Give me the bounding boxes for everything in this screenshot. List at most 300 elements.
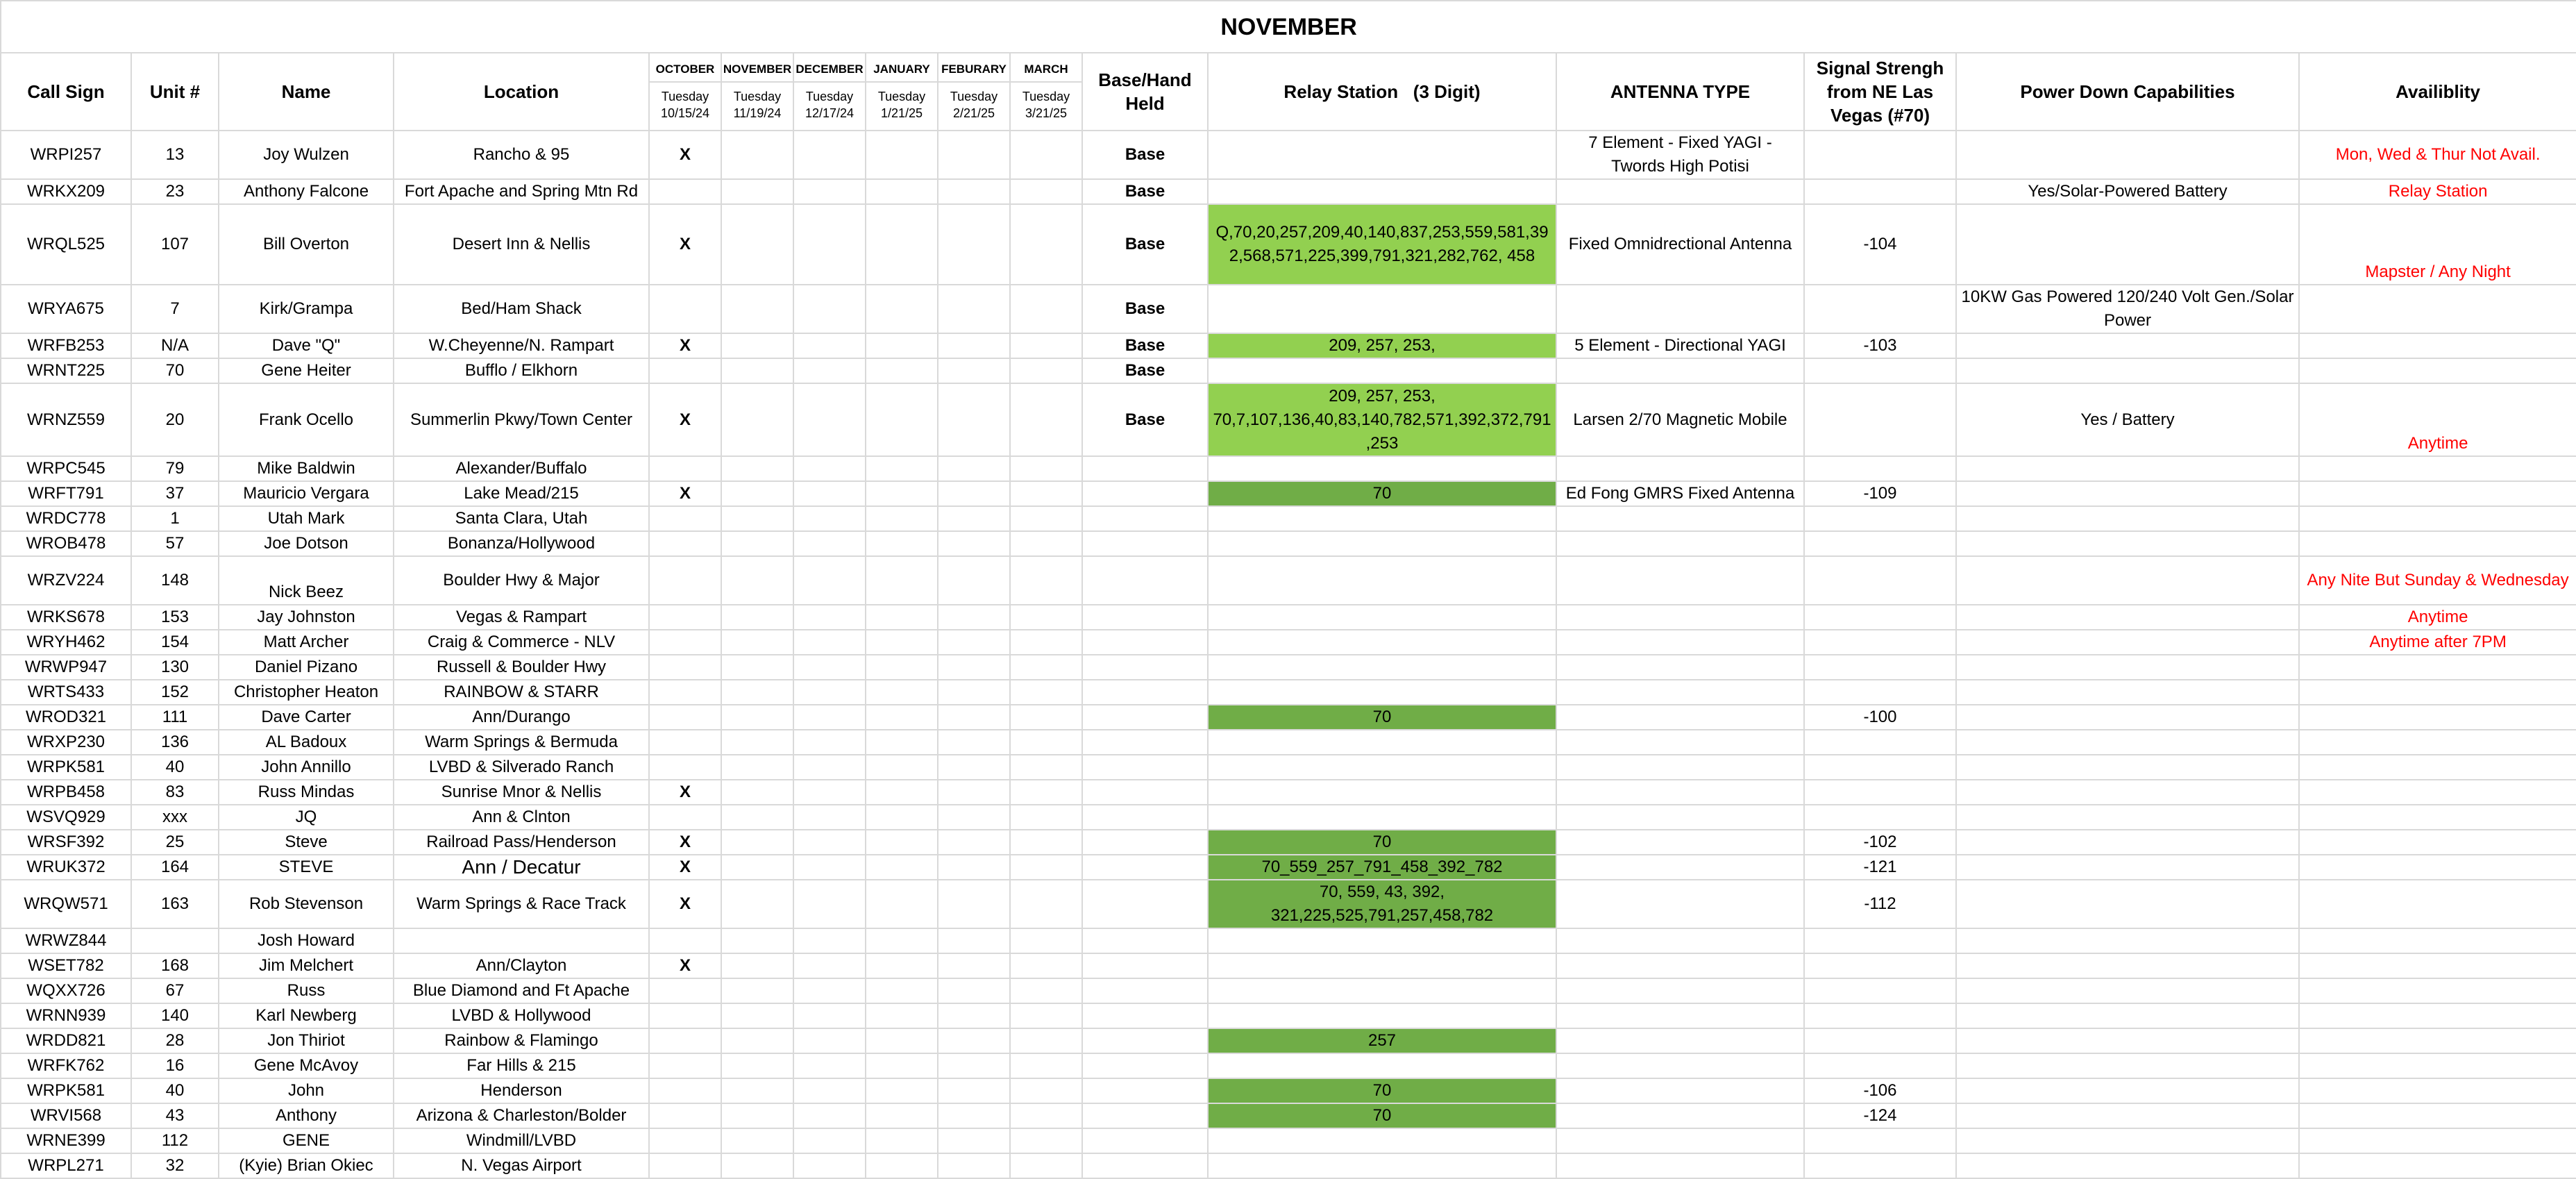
cell-january[interactable] bbox=[866, 358, 938, 383]
cell-january[interactable] bbox=[866, 456, 938, 481]
cell-base-hand[interactable] bbox=[1082, 1003, 1208, 1028]
cell-availability[interactable] bbox=[2299, 531, 2576, 556]
cell-november[interactable] bbox=[721, 358, 793, 383]
cell-unit[interactable]: 168 bbox=[131, 953, 219, 978]
cell-march[interactable] bbox=[1010, 556, 1082, 605]
cell-relay-station[interactable]: 70 bbox=[1208, 481, 1556, 506]
cell-name[interactable]: Gene Heiter bbox=[219, 358, 394, 383]
cell-antenna-type[interactable] bbox=[1556, 285, 1804, 333]
cell-signal-strength[interactable] bbox=[1804, 456, 1956, 481]
cell-january[interactable] bbox=[866, 556, 938, 605]
cell-november[interactable] bbox=[721, 830, 793, 855]
cell-location[interactable]: Fort Apache and Spring Mtn Rd bbox=[394, 179, 649, 204]
cell-power-down[interactable] bbox=[1956, 456, 2299, 481]
cell-base-hand[interactable]: Base bbox=[1082, 358, 1208, 383]
cell-unit[interactable]: 28 bbox=[131, 1028, 219, 1053]
cell-power-down[interactable] bbox=[1956, 755, 2299, 780]
cell-signal-strength[interactable]: -106 bbox=[1804, 1078, 1956, 1103]
header-month-october[interactable] bbox=[649, 53, 721, 131]
cell-call-sign[interactable]: WSVQ929 bbox=[1, 805, 131, 830]
cell-december[interactable] bbox=[793, 978, 866, 1003]
cell-january[interactable] bbox=[866, 1053, 938, 1078]
cell-call-sign[interactable]: WRNZ559 bbox=[1, 383, 131, 456]
cell-relay-station[interactable] bbox=[1208, 755, 1556, 780]
cell-power-down[interactable] bbox=[1956, 730, 2299, 755]
cell-october[interactable] bbox=[649, 556, 721, 605]
cell-base-hand[interactable] bbox=[1082, 481, 1208, 506]
cell-base-hand[interactable] bbox=[1082, 830, 1208, 855]
cell-feburary[interactable] bbox=[938, 605, 1010, 630]
cell-november[interactable] bbox=[721, 333, 793, 358]
cell-name[interactable]: (Kyie) Brian Okiec bbox=[219, 1153, 394, 1178]
header-power-down[interactable]: Power Down Capabilities bbox=[1956, 53, 2299, 131]
cell-unit[interactable]: 20 bbox=[131, 383, 219, 456]
cell-relay-station[interactable]: 70 bbox=[1208, 830, 1556, 855]
cell-location[interactable]: LVBD & Hollywood bbox=[394, 1003, 649, 1028]
cell-november[interactable] bbox=[721, 855, 793, 880]
cell-relay-station[interactable] bbox=[1208, 556, 1556, 605]
cell-november[interactable] bbox=[721, 805, 793, 830]
cell-availability[interactable]: Mon, Wed & Thur Not Avail. bbox=[2299, 131, 2576, 179]
cell-call-sign[interactable]: WRDC778 bbox=[1, 506, 131, 531]
cell-october[interactable]: X bbox=[649, 953, 721, 978]
cell-october[interactable] bbox=[649, 730, 721, 755]
cell-unit[interactable]: 163 bbox=[131, 880, 219, 928]
cell-location[interactable]: Summerlin Pkwy/Town Center bbox=[394, 383, 649, 456]
cell-base-hand[interactable] bbox=[1082, 1053, 1208, 1078]
cell-availability[interactable] bbox=[2299, 358, 2576, 383]
header-month-feburary[interactable] bbox=[938, 53, 1010, 131]
cell-march[interactable] bbox=[1010, 481, 1082, 506]
cell-signal-strength[interactable] bbox=[1804, 978, 1956, 1003]
cell-name[interactable]: Mike Baldwin bbox=[219, 456, 394, 481]
cell-december[interactable] bbox=[793, 705, 866, 730]
cell-november[interactable] bbox=[721, 531, 793, 556]
header-relay-station[interactable]: Relay Station (3 Digit) bbox=[1208, 53, 1556, 131]
cell-march[interactable] bbox=[1010, 605, 1082, 630]
cell-november[interactable] bbox=[721, 506, 793, 531]
cell-feburary[interactable] bbox=[938, 928, 1010, 953]
cell-november[interactable] bbox=[721, 179, 793, 204]
cell-december[interactable] bbox=[793, 1153, 866, 1178]
cell-signal-strength[interactable] bbox=[1804, 953, 1956, 978]
cell-march[interactable] bbox=[1010, 1078, 1082, 1103]
cell-signal-strength[interactable] bbox=[1804, 531, 1956, 556]
cell-call-sign[interactable]: WRPC545 bbox=[1, 456, 131, 481]
cell-power-down[interactable]: Yes / Battery bbox=[1956, 383, 2299, 456]
cell-november[interactable] bbox=[721, 630, 793, 655]
cell-feburary[interactable] bbox=[938, 1053, 1010, 1078]
cell-signal-strength[interactable]: -124 bbox=[1804, 1103, 1956, 1128]
header-unit[interactable]: Unit # bbox=[131, 53, 219, 131]
cell-november[interactable] bbox=[721, 1103, 793, 1128]
cell-base-hand[interactable] bbox=[1082, 456, 1208, 481]
cell-december[interactable] bbox=[793, 655, 866, 680]
cell-december[interactable] bbox=[793, 780, 866, 805]
cell-name[interactable]: Daniel Pizano bbox=[219, 655, 394, 680]
cell-feburary[interactable] bbox=[938, 680, 1010, 705]
cell-feburary[interactable] bbox=[938, 131, 1010, 179]
cell-january[interactable] bbox=[866, 204, 938, 285]
cell-january[interactable] bbox=[866, 333, 938, 358]
cell-call-sign[interactable]: WRKX209 bbox=[1, 179, 131, 204]
cell-signal-strength[interactable] bbox=[1804, 655, 1956, 680]
cell-location[interactable]: Warm Springs & Race Track bbox=[394, 880, 649, 928]
cell-antenna-type[interactable] bbox=[1556, 1028, 1804, 1053]
cell-unit[interactable]: 40 bbox=[131, 1078, 219, 1103]
cell-november[interactable] bbox=[721, 880, 793, 928]
cell-november[interactable] bbox=[721, 1153, 793, 1178]
cell-call-sign[interactable]: WRWP947 bbox=[1, 655, 131, 680]
cell-feburary[interactable] bbox=[938, 531, 1010, 556]
cell-relay-station[interactable] bbox=[1208, 780, 1556, 805]
cell-power-down[interactable] bbox=[1956, 556, 2299, 605]
cell-relay-station[interactable] bbox=[1208, 358, 1556, 383]
cell-relay-station[interactable]: 70_559_257_791_458_392_782 bbox=[1208, 855, 1556, 880]
cell-name[interactable]: JQ bbox=[219, 805, 394, 830]
cell-march[interactable] bbox=[1010, 830, 1082, 855]
cell-unit[interactable]: 67 bbox=[131, 978, 219, 1003]
cell-base-hand[interactable] bbox=[1082, 1128, 1208, 1153]
cell-name[interactable]: Mauricio Vergara bbox=[219, 481, 394, 506]
cell-march[interactable] bbox=[1010, 1103, 1082, 1128]
cell-relay-station[interactable] bbox=[1208, 456, 1556, 481]
cell-call-sign[interactable]: WRPK581 bbox=[1, 1078, 131, 1103]
cell-march[interactable] bbox=[1010, 880, 1082, 928]
cell-location[interactable]: Rainbow & Flamingo bbox=[394, 1028, 649, 1053]
cell-availability[interactable] bbox=[2299, 928, 2576, 953]
cell-unit[interactable]: 153 bbox=[131, 605, 219, 630]
cell-base-hand[interactable] bbox=[1082, 805, 1208, 830]
cell-location[interactable]: Rancho & 95 bbox=[394, 131, 649, 179]
cell-december[interactable] bbox=[793, 605, 866, 630]
cell-march[interactable] bbox=[1010, 285, 1082, 333]
cell-unit[interactable]: 57 bbox=[131, 531, 219, 556]
cell-call-sign[interactable]: WRNE399 bbox=[1, 1128, 131, 1153]
cell-availability[interactable] bbox=[2299, 880, 2576, 928]
cell-january[interactable] bbox=[866, 605, 938, 630]
cell-january[interactable] bbox=[866, 805, 938, 830]
cell-october[interactable] bbox=[649, 506, 721, 531]
cell-signal-strength[interactable] bbox=[1804, 928, 1956, 953]
cell-signal-strength[interactable] bbox=[1804, 179, 1956, 204]
cell-base-hand[interactable] bbox=[1082, 880, 1208, 928]
cell-signal-strength[interactable] bbox=[1804, 556, 1956, 605]
cell-location[interactable]: Railroad Pass/Henderson bbox=[394, 830, 649, 855]
cell-october[interactable] bbox=[649, 1078, 721, 1103]
cell-antenna-type[interactable] bbox=[1556, 1128, 1804, 1153]
cell-march[interactable] bbox=[1010, 1053, 1082, 1078]
cell-antenna-type[interactable]: Ed Fong GMRS Fixed Antenna bbox=[1556, 481, 1804, 506]
cell-antenna-type[interactable] bbox=[1556, 755, 1804, 780]
cell-antenna-type[interactable]: Fixed Omnidrectional Antenna bbox=[1556, 204, 1804, 285]
cell-feburary[interactable] bbox=[938, 285, 1010, 333]
cell-march[interactable] bbox=[1010, 204, 1082, 285]
cell-power-down[interactable] bbox=[1956, 1078, 2299, 1103]
cell-name[interactable]: Jon Thiriot bbox=[219, 1028, 394, 1053]
cell-december[interactable] bbox=[793, 179, 866, 204]
cell-availability[interactable] bbox=[2299, 285, 2576, 333]
cell-december[interactable] bbox=[793, 285, 866, 333]
cell-availability[interactable] bbox=[2299, 1053, 2576, 1078]
cell-power-down[interactable] bbox=[1956, 830, 2299, 855]
cell-december[interactable] bbox=[793, 506, 866, 531]
cell-location[interactable]: Ann / Decatur bbox=[394, 855, 649, 880]
cell-signal-strength[interactable] bbox=[1804, 285, 1956, 333]
cell-antenna-type[interactable] bbox=[1556, 680, 1804, 705]
cell-october[interactable] bbox=[649, 1053, 721, 1078]
cell-march[interactable] bbox=[1010, 655, 1082, 680]
cell-december[interactable] bbox=[793, 1003, 866, 1028]
cell-antenna-type[interactable] bbox=[1556, 1153, 1804, 1178]
cell-antenna-type[interactable] bbox=[1556, 953, 1804, 978]
cell-march[interactable] bbox=[1010, 705, 1082, 730]
cell-unit[interactable]: 13 bbox=[131, 131, 219, 179]
cell-call-sign[interactable]: WRPI257 bbox=[1, 131, 131, 179]
cell-november[interactable] bbox=[721, 755, 793, 780]
cell-january[interactable] bbox=[866, 285, 938, 333]
cell-availability[interactable]: Anytime after 7PM bbox=[2299, 630, 2576, 655]
cell-base-hand[interactable] bbox=[1082, 978, 1208, 1003]
cell-name[interactable]: Anthony bbox=[219, 1103, 394, 1128]
cell-name[interactable]: Joe Dotson bbox=[219, 531, 394, 556]
cell-feburary[interactable] bbox=[938, 358, 1010, 383]
cell-location[interactable]: Sunrise Mnor & Nellis bbox=[394, 780, 649, 805]
cell-feburary[interactable] bbox=[938, 1153, 1010, 1178]
header-month-march[interactable] bbox=[1010, 53, 1082, 131]
cell-base-hand[interactable]: Base bbox=[1082, 383, 1208, 456]
cell-availability[interactable] bbox=[2299, 1028, 2576, 1053]
cell-availability[interactable] bbox=[2299, 830, 2576, 855]
cell-december[interactable] bbox=[793, 358, 866, 383]
cell-unit[interactable]: 112 bbox=[131, 1128, 219, 1153]
cell-unit[interactable]: 154 bbox=[131, 630, 219, 655]
cell-unit[interactable]: 7 bbox=[131, 285, 219, 333]
cell-call-sign[interactable]: WRZV224 bbox=[1, 556, 131, 605]
cell-antenna-type[interactable] bbox=[1556, 556, 1804, 605]
cell-power-down[interactable] bbox=[1956, 805, 2299, 830]
cell-january[interactable] bbox=[866, 630, 938, 655]
cell-signal-strength[interactable] bbox=[1804, 358, 1956, 383]
cell-signal-strength[interactable] bbox=[1804, 780, 1956, 805]
cell-location[interactable]: Bed/Ham Shack bbox=[394, 285, 649, 333]
cell-march[interactable] bbox=[1010, 805, 1082, 830]
cell-antenna-type[interactable] bbox=[1556, 179, 1804, 204]
cell-availability[interactable] bbox=[2299, 481, 2576, 506]
cell-availability[interactable]: Anytime bbox=[2299, 605, 2576, 630]
cell-feburary[interactable] bbox=[938, 1003, 1010, 1028]
cell-name[interactable]: Dave Carter bbox=[219, 705, 394, 730]
cell-availability[interactable] bbox=[2299, 1103, 2576, 1128]
cell-relay-station[interactable] bbox=[1208, 928, 1556, 953]
cell-name[interactable]: John bbox=[219, 1078, 394, 1103]
cell-unit[interactable]: 164 bbox=[131, 855, 219, 880]
cell-feburary[interactable] bbox=[938, 953, 1010, 978]
cell-unit[interactable]: 70 bbox=[131, 358, 219, 383]
cell-antenna-type[interactable] bbox=[1556, 978, 1804, 1003]
cell-relay-station[interactable] bbox=[1208, 531, 1556, 556]
cell-november[interactable] bbox=[721, 1128, 793, 1153]
cell-antenna-type[interactable] bbox=[1556, 630, 1804, 655]
cell-relay-station[interactable]: 70 bbox=[1208, 1103, 1556, 1128]
cell-october[interactable] bbox=[649, 705, 721, 730]
header-month-december[interactable] bbox=[793, 53, 866, 131]
cell-base-hand[interactable]: Base bbox=[1082, 333, 1208, 358]
cell-signal-strength[interactable] bbox=[1804, 131, 1956, 179]
header-month-january[interactable] bbox=[866, 53, 938, 131]
cell-location[interactable]: Russell & Boulder Hwy bbox=[394, 655, 649, 680]
cell-relay-station[interactable] bbox=[1208, 680, 1556, 705]
cell-march[interactable] bbox=[1010, 1028, 1082, 1053]
cell-power-down[interactable] bbox=[1956, 1103, 2299, 1128]
cell-unit[interactable]: 79 bbox=[131, 456, 219, 481]
cell-signal-strength[interactable]: -112 bbox=[1804, 880, 1956, 928]
cell-november[interactable] bbox=[721, 705, 793, 730]
cell-march[interactable] bbox=[1010, 855, 1082, 880]
cell-feburary[interactable] bbox=[938, 456, 1010, 481]
cell-december[interactable] bbox=[793, 928, 866, 953]
cell-name[interactable]: Frank Ocello bbox=[219, 383, 394, 456]
cell-november[interactable] bbox=[721, 456, 793, 481]
cell-feburary[interactable] bbox=[938, 780, 1010, 805]
cell-base-hand[interactable] bbox=[1082, 655, 1208, 680]
cell-signal-strength[interactable] bbox=[1804, 1028, 1956, 1053]
cell-march[interactable] bbox=[1010, 1153, 1082, 1178]
cell-name[interactable]: Christopher Heaton bbox=[219, 680, 394, 705]
cell-relay-station[interactable] bbox=[1208, 978, 1556, 1003]
cell-availability[interactable] bbox=[2299, 1003, 2576, 1028]
cell-january[interactable] bbox=[866, 855, 938, 880]
cell-signal-strength[interactable] bbox=[1804, 755, 1956, 780]
cell-call-sign[interactable]: WRPK581 bbox=[1, 755, 131, 780]
cell-antenna-type[interactable] bbox=[1556, 1003, 1804, 1028]
cell-december[interactable] bbox=[793, 755, 866, 780]
cell-november[interactable] bbox=[721, 605, 793, 630]
cell-antenna-type[interactable] bbox=[1556, 605, 1804, 630]
cell-october[interactable] bbox=[649, 531, 721, 556]
cell-call-sign[interactable]: WQXX726 bbox=[1, 978, 131, 1003]
cell-january[interactable] bbox=[866, 705, 938, 730]
cell-power-down[interactable] bbox=[1956, 855, 2299, 880]
cell-march[interactable] bbox=[1010, 630, 1082, 655]
cell-name[interactable]: Jay Johnston bbox=[219, 605, 394, 630]
cell-antenna-type[interactable] bbox=[1556, 880, 1804, 928]
cell-march[interactable] bbox=[1010, 755, 1082, 780]
cell-antenna-type[interactable] bbox=[1556, 830, 1804, 855]
cell-october[interactable] bbox=[649, 755, 721, 780]
cell-january[interactable] bbox=[866, 531, 938, 556]
cell-signal-strength[interactable]: -121 bbox=[1804, 855, 1956, 880]
cell-location[interactable]: Far Hills & 215 bbox=[394, 1053, 649, 1078]
cell-october[interactable] bbox=[649, 285, 721, 333]
cell-feburary[interactable] bbox=[938, 755, 1010, 780]
cell-availability[interactable] bbox=[2299, 1078, 2576, 1103]
cell-power-down[interactable] bbox=[1956, 531, 2299, 556]
cell-october[interactable] bbox=[649, 605, 721, 630]
cell-location[interactable]: Blue Diamond and Ft Apache bbox=[394, 978, 649, 1003]
cell-december[interactable] bbox=[793, 1103, 866, 1128]
cell-availability[interactable]: Relay Station bbox=[2299, 179, 2576, 204]
cell-availability[interactable] bbox=[2299, 730, 2576, 755]
cell-march[interactable] bbox=[1010, 358, 1082, 383]
cell-january[interactable] bbox=[866, 928, 938, 953]
cell-base-hand[interactable] bbox=[1082, 556, 1208, 605]
cell-location[interactable]: Lake Mead/215 bbox=[394, 481, 649, 506]
sheet-title[interactable]: NOVEMBER bbox=[1, 1, 2576, 53]
cell-base-hand[interactable]: Base bbox=[1082, 179, 1208, 204]
cell-january[interactable] bbox=[866, 1103, 938, 1128]
cell-signal-strength[interactable] bbox=[1804, 1053, 1956, 1078]
cell-october[interactable]: X bbox=[649, 333, 721, 358]
cell-call-sign[interactable]: WRPL271 bbox=[1, 1153, 131, 1178]
cell-december[interactable] bbox=[793, 481, 866, 506]
header-antenna-type[interactable]: ANTENNA TYPE bbox=[1556, 53, 1804, 131]
cell-base-hand[interactable] bbox=[1082, 855, 1208, 880]
cell-feburary[interactable] bbox=[938, 805, 1010, 830]
cell-november[interactable] bbox=[721, 928, 793, 953]
cell-antenna-type[interactable] bbox=[1556, 730, 1804, 755]
cell-november[interactable] bbox=[721, 556, 793, 605]
cell-march[interactable] bbox=[1010, 333, 1082, 358]
cell-feburary[interactable] bbox=[938, 556, 1010, 605]
cell-november[interactable] bbox=[721, 1003, 793, 1028]
cell-january[interactable] bbox=[866, 680, 938, 705]
cell-november[interactable] bbox=[721, 131, 793, 179]
cell-antenna-type[interactable] bbox=[1556, 1103, 1804, 1128]
cell-october[interactable] bbox=[649, 358, 721, 383]
cell-unit[interactable]: 136 bbox=[131, 730, 219, 755]
cell-location[interactable]: Santa Clara, Utah bbox=[394, 506, 649, 531]
cell-antenna-type[interactable] bbox=[1556, 1053, 1804, 1078]
cell-power-down[interactable]: Yes/Solar-Powered Battery bbox=[1956, 179, 2299, 204]
cell-feburary[interactable] bbox=[938, 383, 1010, 456]
cell-january[interactable] bbox=[866, 1028, 938, 1053]
cell-call-sign[interactable]: WRYH462 bbox=[1, 630, 131, 655]
cell-relay-station[interactable] bbox=[1208, 506, 1556, 531]
cell-name[interactable]: Utah Mark bbox=[219, 506, 394, 531]
cell-location[interactable]: Henderson bbox=[394, 1078, 649, 1103]
cell-relay-station[interactable]: 209, 257, 253, bbox=[1208, 333, 1556, 358]
cell-antenna-type[interactable] bbox=[1556, 506, 1804, 531]
cell-name[interactable]: Anthony Falcone bbox=[219, 179, 394, 204]
cell-location[interactable]: W.Cheyenne/N. Rampart bbox=[394, 333, 649, 358]
cell-power-down[interactable] bbox=[1956, 131, 2299, 179]
cell-availability[interactable] bbox=[2299, 978, 2576, 1003]
cell-name[interactable]: Karl Newberg bbox=[219, 1003, 394, 1028]
cell-unit[interactable]: 37 bbox=[131, 481, 219, 506]
cell-signal-strength[interactable] bbox=[1804, 1003, 1956, 1028]
cell-name[interactable]: AL Badoux bbox=[219, 730, 394, 755]
cell-call-sign[interactable]: WRDD821 bbox=[1, 1028, 131, 1053]
cell-november[interactable] bbox=[721, 1053, 793, 1078]
cell-december[interactable] bbox=[793, 680, 866, 705]
cell-power-down[interactable] bbox=[1956, 705, 2299, 730]
header-signal-strength[interactable]: Signal Strengh from NE Las Vegas (#70) bbox=[1804, 53, 1956, 131]
cell-call-sign[interactable]: WRFB253 bbox=[1, 333, 131, 358]
cell-feburary[interactable] bbox=[938, 179, 1010, 204]
cell-october[interactable]: X bbox=[649, 481, 721, 506]
cell-power-down[interactable] bbox=[1956, 780, 2299, 805]
cell-availability[interactable]: Anytime bbox=[2299, 383, 2576, 456]
cell-unit[interactable] bbox=[131, 928, 219, 953]
cell-power-down[interactable] bbox=[1956, 928, 2299, 953]
cell-call-sign[interactable]: WRVI568 bbox=[1, 1103, 131, 1128]
cell-october[interactable] bbox=[649, 1103, 721, 1128]
cell-call-sign[interactable]: WRFK762 bbox=[1, 1053, 131, 1078]
cell-march[interactable] bbox=[1010, 953, 1082, 978]
cell-signal-strength[interactable]: -104 bbox=[1804, 204, 1956, 285]
cell-relay-station[interactable]: 70, 559, 43, 392, 321,225,525,791,257,458,782 bbox=[1208, 880, 1556, 928]
